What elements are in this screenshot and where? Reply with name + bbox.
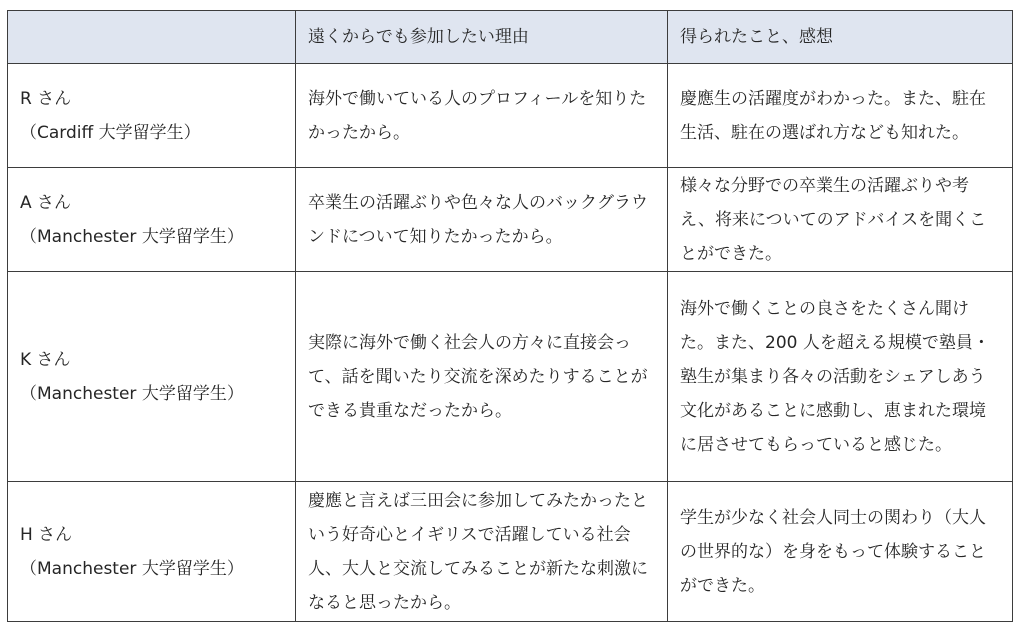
impression-cell: 慶應生の活躍度がわかった。また、駐在生活、駐在の選ばれ方なども知れた。 xyxy=(668,64,1013,168)
person-name: R さん xyxy=(20,88,72,109)
person-name: K さん xyxy=(20,349,71,370)
person-name: H さん xyxy=(20,524,73,545)
person-affiliation: （Manchester 大学留学生） xyxy=(20,558,244,579)
reason-cell: 卒業生の活躍ぶりや色々な人のバックグラウンドについて知りたかったから。 xyxy=(296,168,668,272)
table-row xyxy=(8,272,1013,482)
impression-cell: 海外で働くことの良さをたくさん聞けた。また、200 人を超える規模で塾員・塾生が集まり各々の活動をシェアしあう文化があることに感動し、恵まれた環境に居させてもらっていると感じた。 xyxy=(668,272,1013,482)
header-cell-reason: 遠くからでも参加したい理由 xyxy=(296,11,668,64)
table-row xyxy=(8,168,1013,272)
person-affiliation: （Manchester 大学留学生） xyxy=(20,226,244,247)
person-affiliation: （Manchester 大学留学生） xyxy=(20,383,244,404)
table-row xyxy=(8,64,1013,168)
table-row xyxy=(8,482,1013,622)
person-cell xyxy=(8,168,296,272)
reason-cell: 慶應と言えば三田会に参加してみたかったという好奇心とイギリスで活躍している社会人、大人と交流してみることが新たな刺激になると思ったから。 xyxy=(296,482,668,622)
person-affiliation: （Cardiff 大学留学生） xyxy=(20,122,201,143)
impression-cell: 学生が少なく社会人同士の関わり（大人の世界的な）を身をもって体験することができた。 xyxy=(668,482,1013,622)
table-body xyxy=(8,64,1013,622)
header-row xyxy=(8,11,1013,64)
person-cell xyxy=(8,64,296,168)
person-name: A さん xyxy=(20,192,72,213)
person-cell xyxy=(8,482,296,622)
table-header xyxy=(8,11,1013,64)
header-cell-impression: 得られたこと、感想 xyxy=(668,11,1013,64)
impression-cell: 様々な分野での卒業生の活躍ぶりや考え、将来についてのアドバイスを聞くことができた。 xyxy=(668,168,1013,272)
person-cell xyxy=(8,272,296,482)
reason-cell: 実際に海外で働く社会人の方々に直接会って、話を聞いたり交流を深めたりすることができる貴重なだったから。 xyxy=(296,272,668,482)
reason-cell: 海外で働いている人のプロフィールを知りたかったから。 xyxy=(296,64,668,168)
testimonial-table xyxy=(7,10,1013,622)
header-cell-name xyxy=(8,11,296,64)
